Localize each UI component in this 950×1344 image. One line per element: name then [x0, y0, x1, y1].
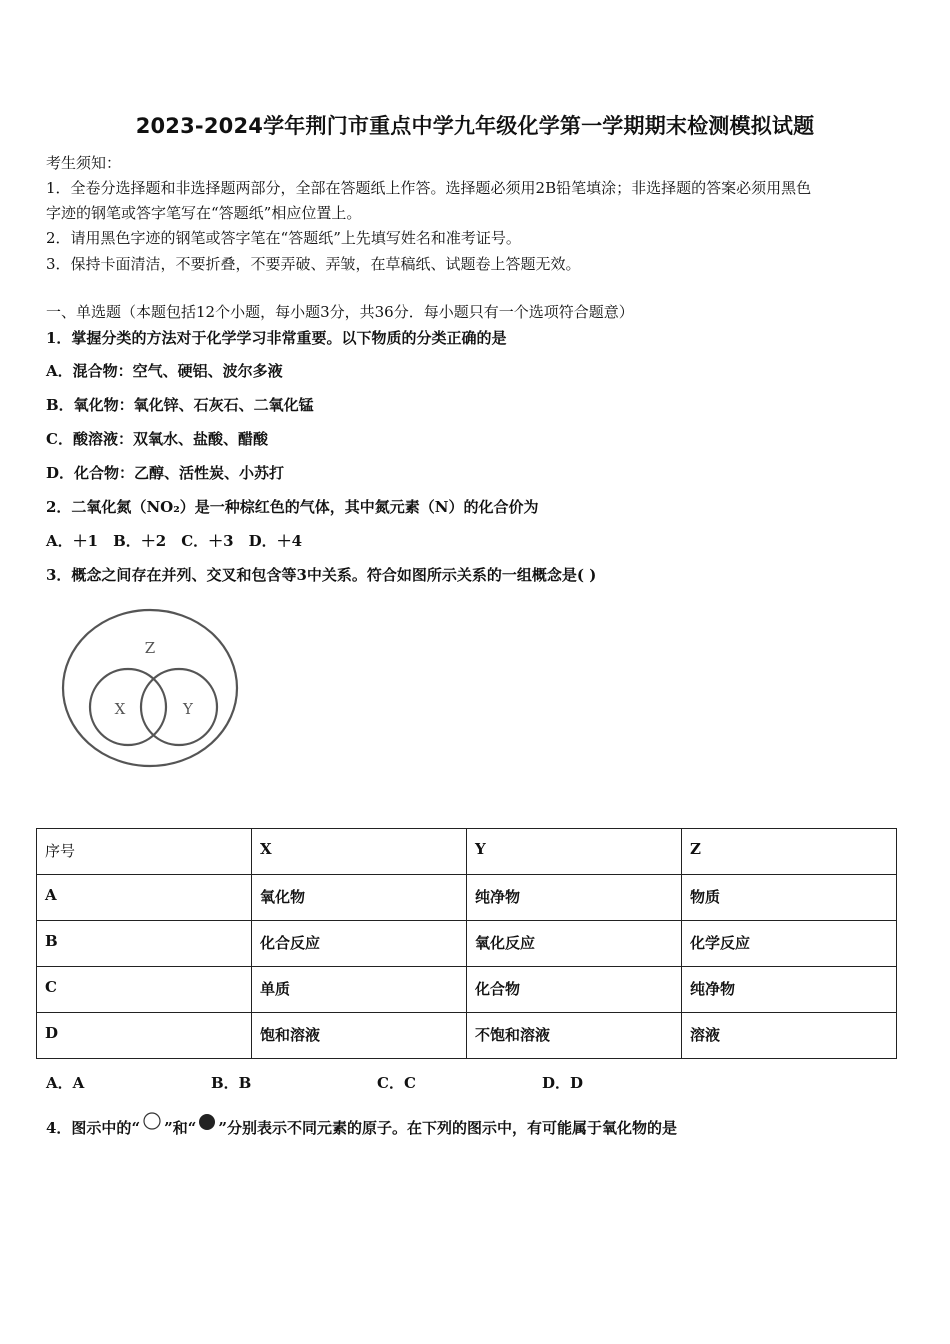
table-cell: A	[37, 875, 252, 921]
table-cell: D	[37, 1013, 252, 1059]
question-3-answer-c: C．C	[377, 1074, 416, 1092]
page-title: 2023-2024学年荆门市重点中学九年级化学第一学期期末检测模拟试题	[135, 114, 815, 138]
question-1-option-c: C．酸溶液：双氧水、盐酸、醋酸	[46, 430, 268, 448]
table-row	[37, 921, 897, 967]
venn-label-z: Z	[144, 639, 156, 657]
question-4-stem-mid: ”和“	[164, 1119, 197, 1137]
table-cell: 溶液	[682, 1013, 897, 1059]
venn-label-y: Y	[183, 700, 193, 718]
table-cell: 物质	[682, 875, 897, 921]
notice-heading: 考生须知：	[46, 154, 122, 172]
venn-diagram	[60, 608, 245, 773]
question-4-stem-prefix: 4．图示中的“	[46, 1119, 141, 1137]
table-row	[37, 967, 897, 1013]
question-1-option-a: A．混合物：空气、硬铝、波尔多液	[46, 362, 283, 380]
table-header-cell: Z	[682, 829, 897, 875]
table-cell: 化合物	[467, 967, 682, 1013]
notice-item: 3．保持卡面清洁，不要折叠，不要弄破、弄皱，在草稿纸、试题卷上答题无效。	[46, 255, 581, 273]
table-row	[37, 875, 897, 921]
venn-label-x: X	[114, 700, 126, 718]
table-cell: 纯净物	[467, 875, 682, 921]
table-cell: 纯净物	[682, 967, 897, 1013]
table-cell: 不饱和溶液	[467, 1013, 682, 1059]
table-header-row	[37, 829, 897, 875]
section-heading: 一、单选题（本题包括12个小题，每小题3分，共36分．每小题只有一个选项符合题意）	[46, 303, 634, 321]
question-1-stem: 1．掌握分类的方法对于化学学习非常重要。以下物质的分类正确的是	[46, 329, 507, 347]
table-row	[37, 1013, 897, 1059]
table-cell: C	[37, 967, 252, 1013]
table-cell: 化合反应	[252, 921, 467, 967]
question-1-option-b: B．氧化物：氧化锌、石灰石、二氧化锰	[46, 396, 314, 414]
table-cell: 单质	[252, 967, 467, 1013]
question-2-options: A．＋1 B．＋2 C．＋3 D．＋4	[46, 532, 303, 550]
table-cell: 化学反应	[682, 921, 897, 967]
question-2-stem: 2．二氧化氮（NO₂）是一种棕红色的气体，其中氮元素（N）的化合价为	[46, 498, 539, 516]
notice-item: 字迹的钢笔或答字笔写在“答题纸”相应位置上。	[46, 204, 362, 222]
table-cell: B	[37, 921, 252, 967]
venn-left-circle	[90, 669, 166, 745]
table-header-cell: 序号	[37, 829, 252, 875]
question-1-option-d: D．化合物：乙醇、活性炭、小苏打	[46, 464, 285, 482]
open-atom-icon	[141, 1112, 163, 1138]
table-cell: 氧化物	[252, 875, 467, 921]
table-cell: 氧化反应	[467, 921, 682, 967]
table-header-cell: Y	[467, 829, 682, 875]
question-4-stem-suffix: ”分别表示不同元素的原子。在下列的图示中，有可能属于氧化物的是	[218, 1119, 677, 1137]
question-4-stem	[46, 1112, 677, 1138]
filled-atom-icon	[197, 1112, 217, 1138]
question-3-stem: 3．概念之间存在并列、交叉和包含等3中关系。符合如图所示关系的一组概念是( )	[46, 566, 597, 584]
question-3-answer-d: D．D	[542, 1074, 584, 1092]
table-cell: 饱和溶液	[252, 1013, 467, 1059]
venn-right-circle	[141, 669, 217, 745]
question-3-answer-a: A．A	[46, 1074, 85, 1092]
notice-item: 1．全卷分选择题和非选择题两部分，全部在答题纸上作答。选择题必须用2B铅笔填涂；非选择题的答案必须用黑色	[46, 179, 812, 197]
question-3-table	[36, 828, 897, 1059]
question-3-answer-b: B．B	[211, 1074, 252, 1092]
table-header-cell: X	[252, 829, 467, 875]
notice-item: 2．请用黑色字迹的钢笔或答字笔在“答题纸”上先填写姓名和准考证号。	[46, 229, 521, 247]
